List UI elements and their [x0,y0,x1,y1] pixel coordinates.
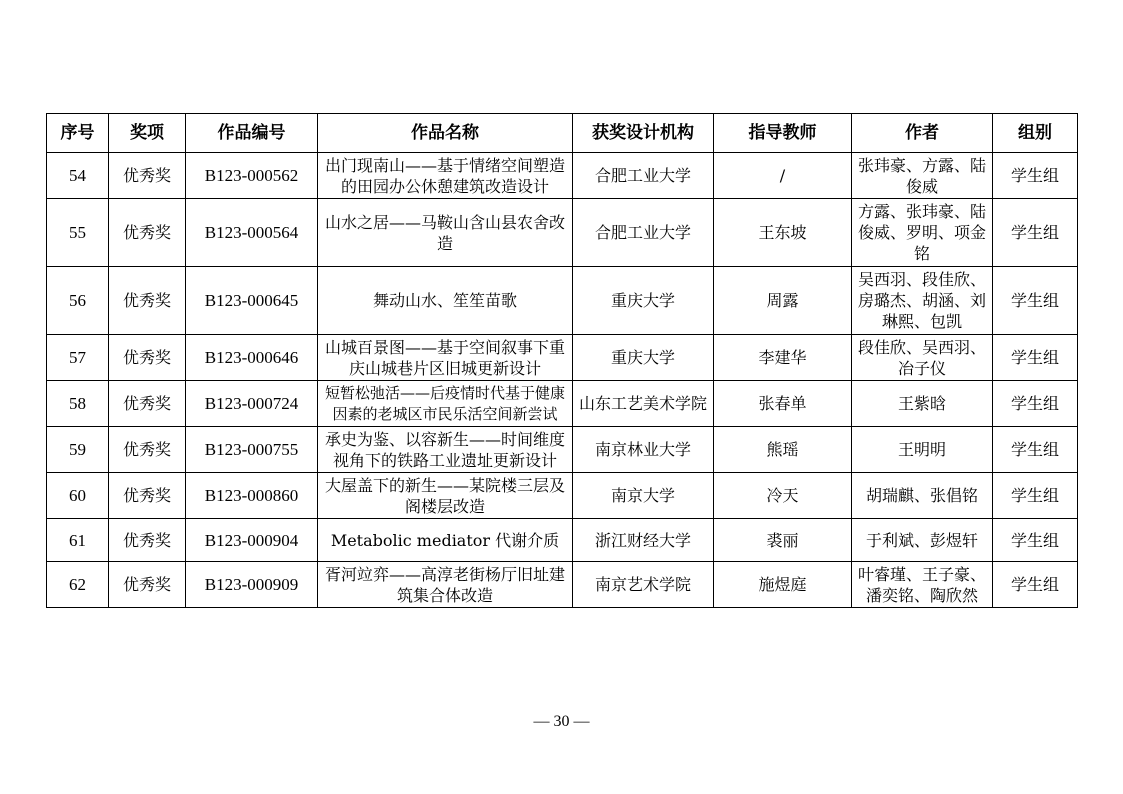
cell-index: 60 [47,473,109,519]
cell-advisor: 熊瑶 [714,427,852,473]
cell-advisor: 裘丽 [714,519,852,562]
cell-institution: 重庆大学 [573,335,714,381]
cell-group: 学生组 [993,267,1078,335]
cell-group: 学生组 [993,519,1078,562]
cell-work-title: 出门现南山——基于情绪空间塑造的田园办公休憩建筑改造设计 [318,153,573,199]
cell-index: 62 [47,562,109,608]
cell-award: 优秀奖 [109,519,186,562]
cell-authors: 吴西羽、段佳欣、房璐杰、胡涵、刘琳熙、包凯 [852,267,993,335]
cell-work-title: 大屋盖下的新生——某院楼三层及阁楼层改造 [318,473,573,519]
table-row [47,427,1078,473]
cell-award: 优秀奖 [109,427,186,473]
cell-award: 优秀奖 [109,381,186,427]
cell-group: 学生组 [993,473,1078,519]
header-institution: 获奖设计机构 [573,114,714,153]
cell-advisor: 李建华 [714,335,852,381]
cell-institution: 南京大学 [573,473,714,519]
cell-work-id: B123-000724 [186,381,318,427]
cell-advisor: 施煜庭 [714,562,852,608]
cell-work-id: B123-000904 [186,519,318,562]
cell-work-id: B123-000909 [186,562,318,608]
cell-authors: 胡瑞麒、张倡铭 [852,473,993,519]
cell-authors: 段佳欣、吴西羽、冶子仪 [852,335,993,381]
cell-advisor: 冷天 [714,473,852,519]
table-row [47,199,1078,267]
cell-work-id: B123-000645 [186,267,318,335]
cell-work-id: B123-000755 [186,427,318,473]
header-index: 序号 [47,114,109,153]
cell-authors: 王明明 [852,427,993,473]
cell-work-title: 山城百景图——基于空间叙事下重庆山城巷片区旧城更新设计 [318,335,573,381]
cell-work-title: 短暂松弛活——后疫情时代基于健康因素的老城区市民乐活空间新尝试 [318,381,573,427]
table-row [47,519,1078,562]
cell-index: 57 [47,335,109,381]
cell-institution: 合肥工业大学 [573,199,714,267]
awards-table [46,113,1078,608]
table-row [47,335,1078,381]
cell-index: 58 [47,381,109,427]
cell-work-title: Metabolic mediator 代谢介质 [318,519,573,562]
cell-award: 优秀奖 [109,335,186,381]
cell-authors: 叶睿瑾、王子豪、潘奕铭、陶欣然 [852,562,993,608]
cell-index: 56 [47,267,109,335]
cell-work-id: B123-000646 [186,335,318,381]
table-row [47,381,1078,427]
header-advisor: 指导教师 [714,114,852,153]
cell-group: 学生组 [993,562,1078,608]
cell-institution: 重庆大学 [573,267,714,335]
page-number: — 30 — [533,713,590,730]
table-row [47,562,1078,608]
cell-group: 学生组 [993,199,1078,267]
cell-award: 优秀奖 [109,473,186,519]
cell-work-id: B123-000860 [186,473,318,519]
cell-award: 优秀奖 [109,199,186,267]
table-row [47,153,1078,199]
cell-institution: 山东工艺美术学院 [573,381,714,427]
cell-group: 学生组 [993,381,1078,427]
cell-advisor: 王东坡 [714,199,852,267]
cell-work-id: B123-000562 [186,153,318,199]
cell-advisor: 张春单 [714,381,852,427]
cell-index: 55 [47,199,109,267]
cell-index: 61 [47,519,109,562]
header-work-title: 作品名称 [318,114,573,153]
cell-authors: 于利斌、彭煜轩 [852,519,993,562]
table-header-row [47,114,1078,153]
cell-index: 59 [47,427,109,473]
header-award: 奖项 [109,114,186,153]
table-row [47,267,1078,335]
cell-work-title: 舞动山水、笙笙苗歌 [318,267,573,335]
cell-group: 学生组 [993,153,1078,199]
cell-work-title: 胥河竝弈——高淳老街杨厅旧址建筑集合体改造 [318,562,573,608]
cell-institution: 合肥工业大学 [573,153,714,199]
cell-authors: 王紫晗 [852,381,993,427]
cell-institution: 浙江财经大学 [573,519,714,562]
cell-award: 优秀奖 [109,562,186,608]
cell-work-title: 山水之居——马鞍山含山县农舍改造 [318,199,573,267]
cell-institution: 南京林业大学 [573,427,714,473]
cell-award: 优秀奖 [109,153,186,199]
cell-institution: 南京艺术学院 [573,562,714,608]
cell-work-title: 承史为鉴、以容新生——时间维度视角下的铁路工业遗址更新设计 [318,427,573,473]
cell-work-id: B123-000564 [186,199,318,267]
cell-authors: 方露、张玮豪、陆俊威、罗明、项金铭 [852,199,993,267]
header-work-id: 作品编号 [186,114,318,153]
cell-index: 54 [47,153,109,199]
table-row [47,473,1078,519]
header-group: 组别 [993,114,1078,153]
cell-advisor: / [714,153,852,199]
cell-group: 学生组 [993,335,1078,381]
header-authors: 作者 [852,114,993,153]
cell-authors: 张玮豪、方露、陆俊威 [852,153,993,199]
cell-award: 优秀奖 [109,267,186,335]
cell-group: 学生组 [993,427,1078,473]
cell-advisor: 周露 [714,267,852,335]
